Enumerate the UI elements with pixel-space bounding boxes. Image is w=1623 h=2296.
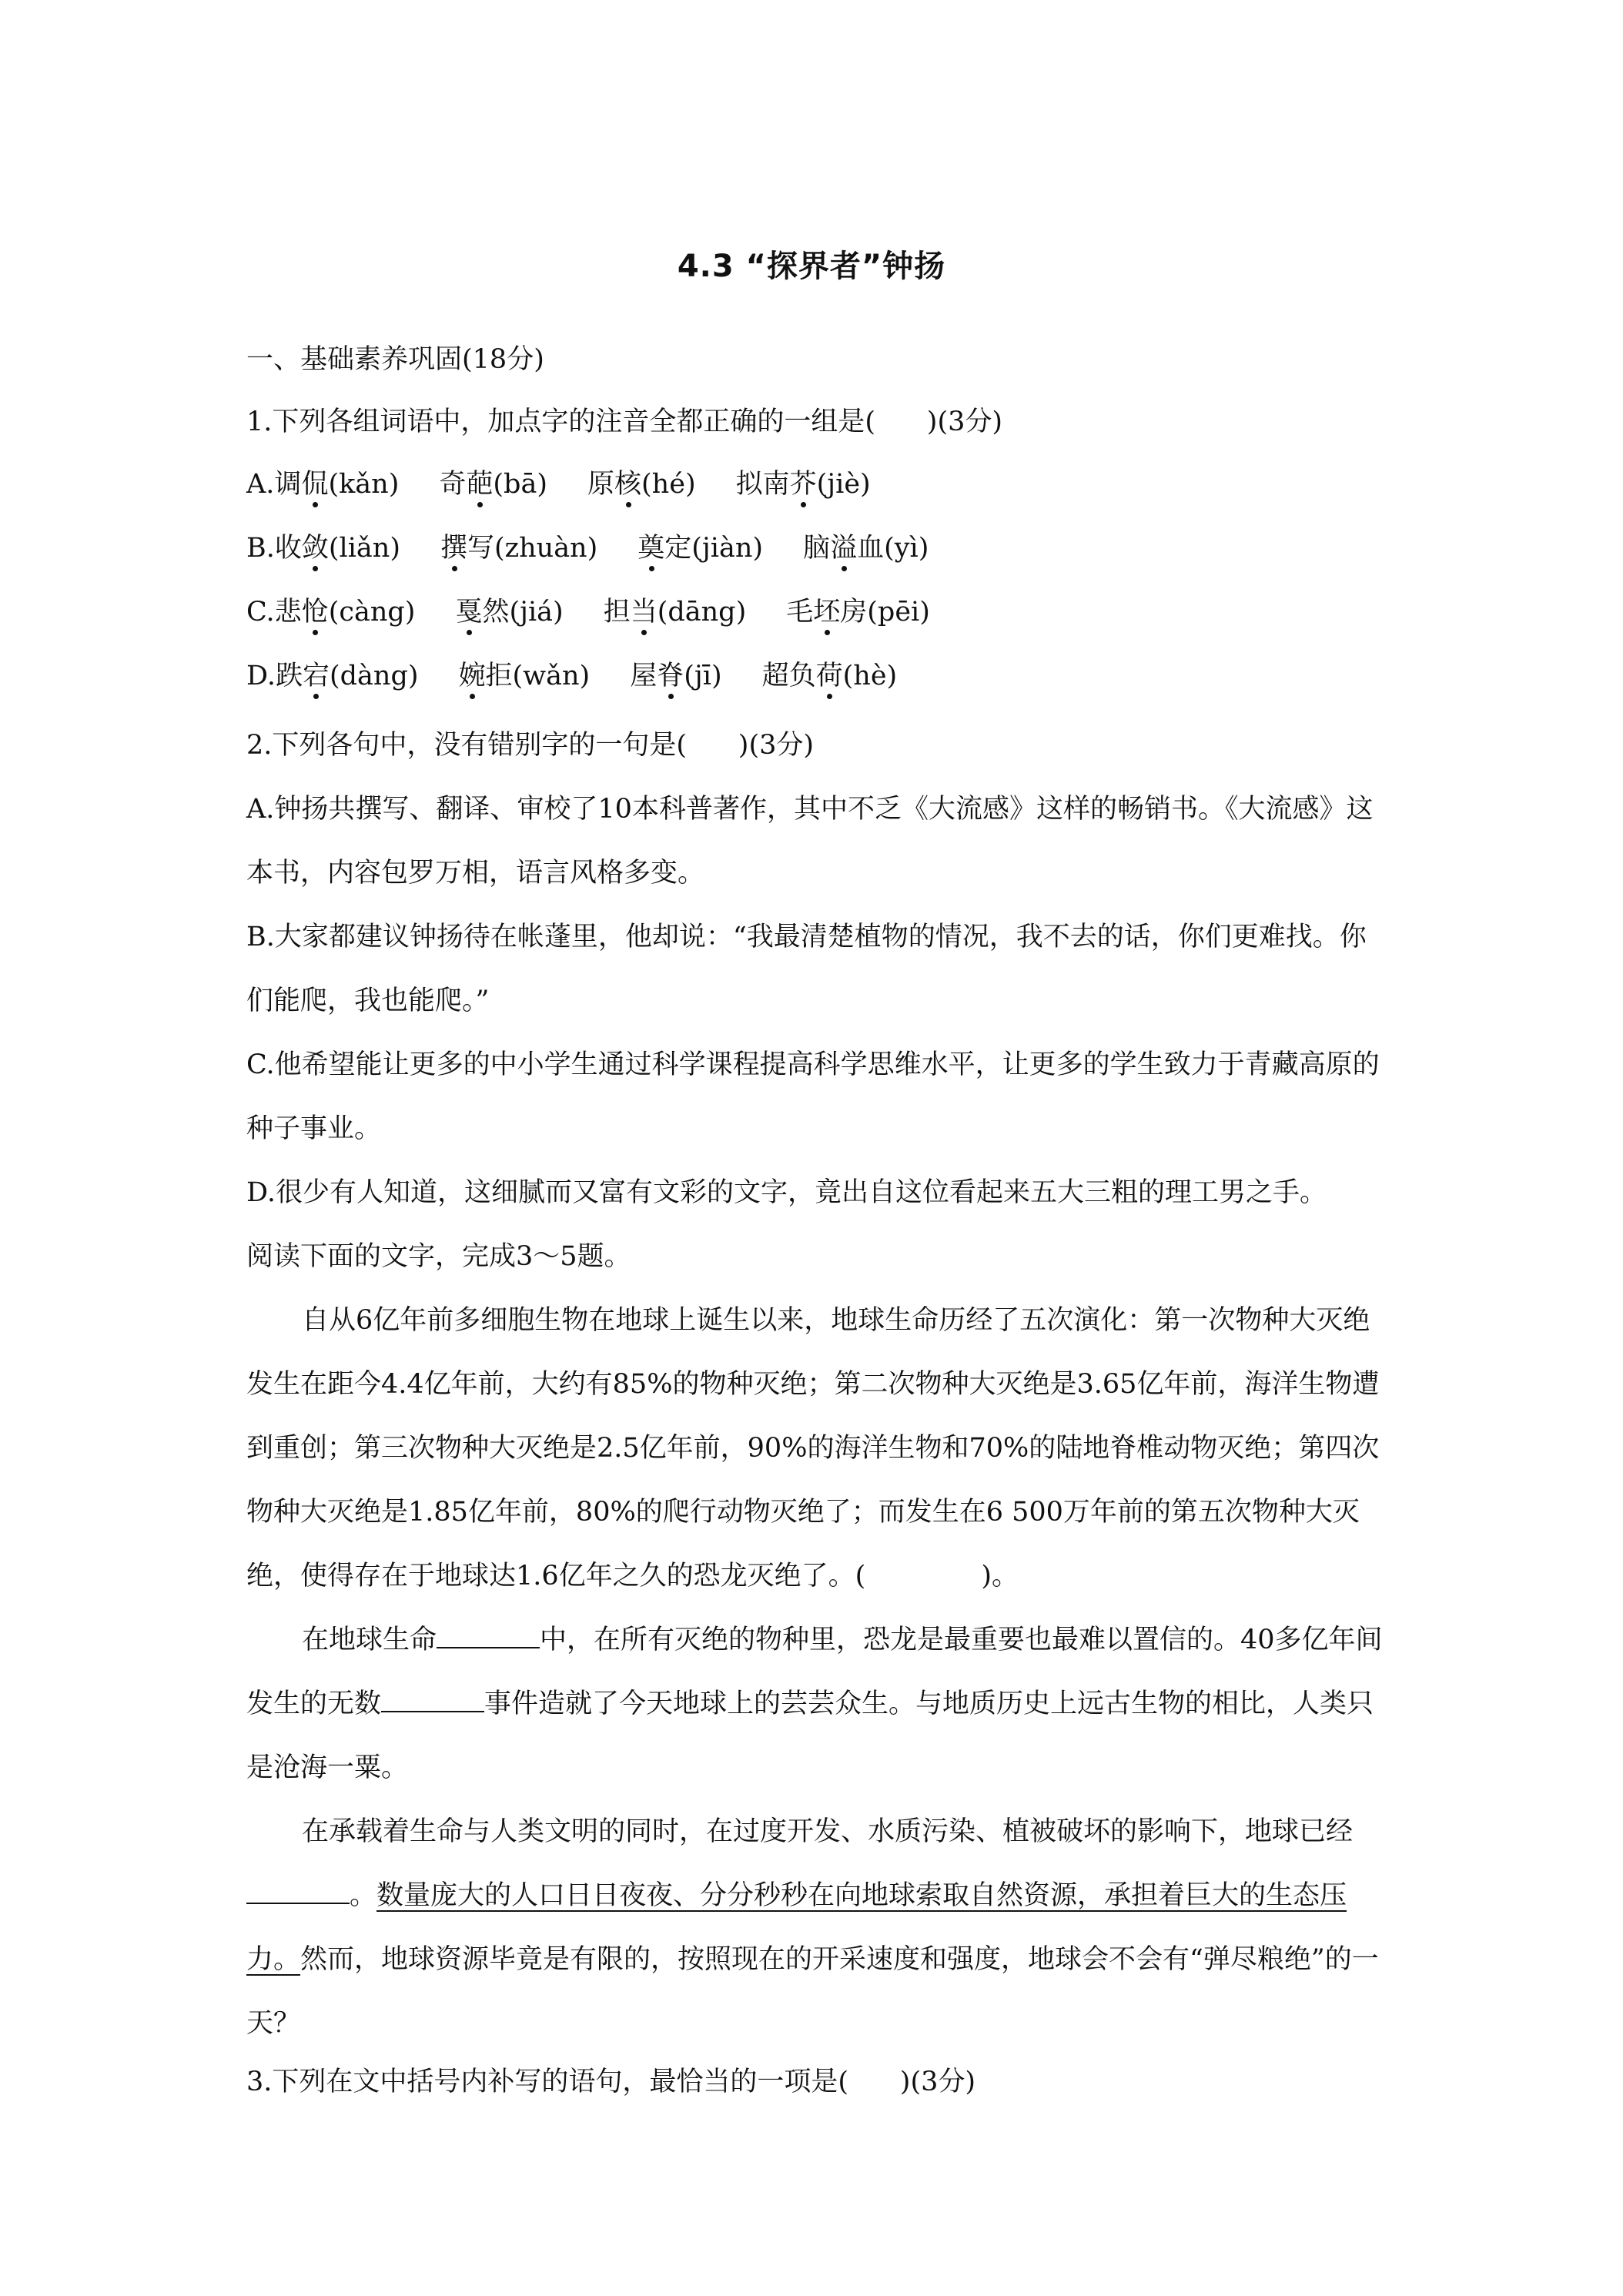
dotted-character: 侃 xyxy=(301,469,329,500)
pinyin-word xyxy=(275,530,400,567)
dotted-character: 荷 xyxy=(815,661,843,691)
question-2-option-c: C.他希望能让更多的中小学生通过科学课程提高科学思维水平，让更多的学生致力于青藏高原的种子事业。 xyxy=(246,1049,1380,1144)
pinyin-word xyxy=(736,466,871,503)
question-1-option-b xyxy=(246,530,929,567)
word-part: 跌 xyxy=(275,661,303,691)
word-part: (hè) xyxy=(842,661,898,691)
word-part: 屋 xyxy=(630,661,658,691)
passage-p2-text-b: 中，在所有灭绝的物种里，恐龙是最重要也最难以置信的。40多亿年间发生的无数 xyxy=(246,1625,1383,1719)
question-1-option-d xyxy=(246,658,897,694)
dotted-character: 核 xyxy=(614,469,642,500)
passage-p2-text-a: 在地球生命 xyxy=(302,1625,437,1655)
word-part: 脑 xyxy=(803,533,831,564)
pinyin-word xyxy=(455,594,563,631)
question-2-stem: 2.下列各句中，没有错别字的一句是( )(3分) xyxy=(246,730,815,761)
word-part: 定(jiàn) xyxy=(664,533,764,564)
pinyin-word xyxy=(587,466,696,503)
dotted-character: 婉 xyxy=(458,661,486,691)
word-part: 然(jiá) xyxy=(482,597,564,628)
dotted-character: 芥 xyxy=(789,469,817,500)
dotted-character: 当 xyxy=(630,597,658,628)
option-prefix: C. xyxy=(246,597,275,628)
passage-p3-text-c: 然而，地球资源毕竟是有限的，按照现在的开采速度和强度，地球会不会有“弹尽粮绝”的一天？ xyxy=(246,1944,1379,2039)
word-part: (jī) xyxy=(684,661,722,691)
dotted-character: 奠 xyxy=(637,533,665,564)
word-part: 写(zhuàn) xyxy=(467,533,598,564)
reading-instruction: 阅读下面的文字，完成3～5题。 xyxy=(246,1241,631,1272)
word-part: 悲 xyxy=(274,597,302,628)
dotted-character: 敛 xyxy=(301,533,329,564)
dotted-character: 葩 xyxy=(466,469,494,500)
question-1-stem: 1.下列各组词语中，加点字的注音全都正确的一组是( )(3分) xyxy=(246,407,1003,437)
dotted-character: 溢 xyxy=(830,533,858,564)
page-title: 4.3 “探界者”钟扬 xyxy=(677,249,946,284)
pinyin-word xyxy=(762,658,898,694)
word-part: 调 xyxy=(274,469,302,500)
pinyin-word xyxy=(439,466,547,503)
word-part: (hé) xyxy=(641,469,696,500)
word-part: 超负 xyxy=(761,661,816,691)
word-part: 血(yì) xyxy=(857,533,929,564)
question-2-option-b: B.大家都建议钟扬待在帐蓬里，他却说：“我最清楚植物的情况，我不去的话，你们更难找。你们能爬，我也能爬。” xyxy=(246,922,1367,1016)
pinyin-word xyxy=(604,594,747,631)
dotted-character: 宕 xyxy=(302,661,330,691)
pinyin-word xyxy=(274,466,399,503)
fill-blank-1 xyxy=(437,1621,540,1648)
word-part: (dàng) xyxy=(329,661,419,691)
pinyin-word xyxy=(440,530,597,567)
dotted-character: 戛 xyxy=(455,597,483,628)
word-part: 房(pēi) xyxy=(840,597,930,628)
word-part: (kǎn) xyxy=(328,469,400,500)
pinyin-word xyxy=(276,658,419,694)
question-2-option-d: D.很少有人知道，这细腻而又富有文彩的文字，竟出自这位看起来五大三粗的理工男之手。 xyxy=(246,1177,1327,1208)
dotted-character: 坯 xyxy=(813,597,841,628)
pinyin-word xyxy=(803,530,929,567)
passage-paragraph-2 xyxy=(246,1608,1386,1800)
word-part: 原 xyxy=(587,469,615,500)
passage-paragraph-1 xyxy=(246,1289,1386,1608)
fill-blank-2 xyxy=(381,1685,484,1712)
question-3-stem: 3.下列在文中括号内补写的语句，最恰当的一项是( )(3分) xyxy=(246,2067,976,2097)
question-1-option-a xyxy=(246,466,871,503)
option-prefix: D. xyxy=(246,661,276,691)
section-heading: 一、基础素养巩固(18分) xyxy=(246,344,544,375)
word-part: 奇 xyxy=(439,469,467,500)
pinyin-word xyxy=(630,658,721,694)
word-part: (liǎn) xyxy=(328,533,400,564)
passage-p2-text-c: 事件造就了今天地球上的芸芸众生。与地质历史上远古生物的相比，人类只是沧海一粟。 xyxy=(246,1689,1374,1783)
pinyin-word xyxy=(459,658,591,694)
option-prefix: B. xyxy=(246,533,275,564)
dotted-character: 撰 xyxy=(440,533,468,564)
word-part: (dāng) xyxy=(657,597,747,628)
word-part: 拟南 xyxy=(735,469,790,500)
passage-p1-end: )。 xyxy=(981,1561,1019,1591)
passage-p1-text: 自从6亿年前多细胞生物在地球上诞生以来，地球生命历经了五次演化：第一次物种大灭绝发生在距今4.4亿年前，大约有85%的物种灭绝；第二次物种大灭绝是3.65亿年前，海洋生物遭到重创；第三次物种大灭绝是2.5亿年前，90%的海洋生物和70%的陆地脊椎动物灭绝；第四次物种大灭绝是1.85亿年前，80%的爬行动物灭绝了；而发生在6 500万年前的第五次物种大灭绝，使得存在于地球达1.6亿年之久的恐龙灭绝了。( xyxy=(246,1305,1380,1591)
word-part: (bā) xyxy=(493,469,547,500)
fill-blank-3 xyxy=(246,1876,350,1904)
word-part: 担 xyxy=(603,597,631,628)
word-part: 收 xyxy=(274,533,302,564)
word-part: 拒(wǎn) xyxy=(485,661,591,691)
word-part: (càng) xyxy=(328,597,416,628)
question-2-option-a: A.钟扬共撰写、翻译、审校了10本科普著作，其中不乏《大流感》这样的畅销书。《大流感》这本书，内容包罗万相，语言风格多变。 xyxy=(246,794,1374,889)
pinyin-word xyxy=(275,594,416,631)
passage-paragraph-3 xyxy=(246,1800,1386,2056)
option-prefix: A. xyxy=(246,469,275,500)
word-part: 毛 xyxy=(786,597,814,628)
word-part: (jiè) xyxy=(816,469,871,500)
question-1-option-c xyxy=(246,594,930,631)
underlined-sentence: 数量庞大的人口日日夜夜、分分秒秒在向地球索取自然资源，承担着巨大的生态压力。 xyxy=(246,1880,1347,1975)
passage-p3-text-a: 在承载着生命与人类文明的同时，在过度开发、水质污染、植被破坏的影响下，地球已经 xyxy=(302,1816,1354,1847)
dotted-character: 脊 xyxy=(657,661,684,691)
dotted-character: 怆 xyxy=(301,597,329,628)
pinyin-word xyxy=(637,530,763,567)
pinyin-word xyxy=(786,594,930,631)
passage-p3-text-b: 。 xyxy=(350,1880,377,1911)
